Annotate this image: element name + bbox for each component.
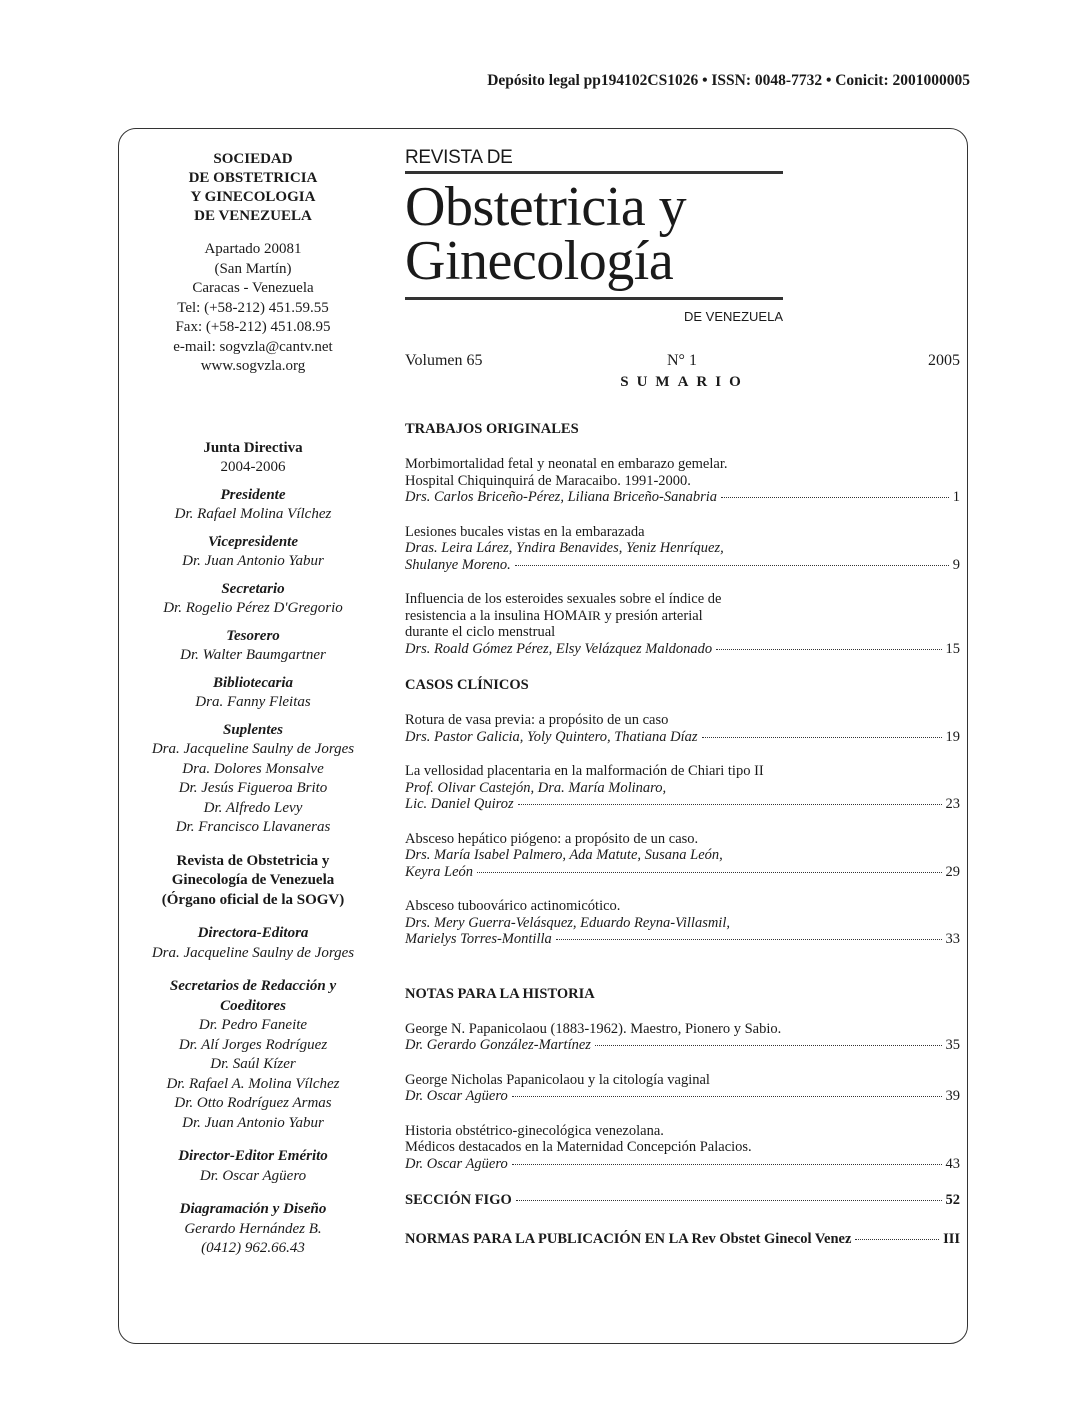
toc-entry[interactable]: Lesiones bucales vistas en la embarazada Dras. Leira Lárez, Yndira Benavides, Yeniz Henríquez, Shulanye Moreno. 9 xyxy=(405,523,960,573)
page-number: 15 xyxy=(945,640,960,657)
email-link[interactable]: e-mail: sogvzla@cantv.net xyxy=(173,338,333,355)
masthead-rule-bottom xyxy=(405,297,783,300)
toc-entry[interactable]: George N. Papanicolaou (1883-1962). Maestro, Pionero y Sabio. Dr. Gerardo González-Martínez 35 xyxy=(405,1020,960,1053)
section-heading: CASOS CLÍNICOS xyxy=(405,677,529,693)
page-number: 52 xyxy=(945,1192,960,1208)
website-link[interactable]: www.sogvzla.org xyxy=(200,358,306,374)
section-heading: TRABAJOS ORIGINALES xyxy=(405,421,579,437)
society-address: Apartado 20081 (San Martín) Caracas - Venezuela Tel: (+58-212) 451.59.55 Fax: (+58-212) 451.08.95 e-mail: sogvzla@cantv.net www.sogvzla.org xyxy=(118,240,388,377)
page-number: 23 xyxy=(945,796,960,812)
society-name: SOCIEDAD DE OBSTETRICIA Y GINECOLOGIA DE VENEZUELA xyxy=(188,151,318,224)
section-heading: NOTAS PARA LA HISTORIA xyxy=(405,985,595,1002)
volume: Volumen 65 xyxy=(405,352,483,369)
toc-entry-figo[interactable]: SECCIÓN FIGO 52 xyxy=(405,1192,960,1208)
page-number: 43 xyxy=(945,1155,960,1172)
page-number: 1 xyxy=(952,489,960,505)
left-column xyxy=(118,150,388,1259)
page-number: 9 xyxy=(952,556,960,573)
toc-entry-normas[interactable]: NORMAS PARA LA PUBLICACIÓN EN LA Rev Obstet Ginecol Venez III xyxy=(405,1231,960,1247)
masthead-rule-top xyxy=(405,171,783,174)
toc-entry[interactable]: La vellosidad placentaria en la malformación de Chiari tipo II Prof. Olivar Castejón, Dra. María Molinaro, Lic. Daniel Quiroz 23 xyxy=(405,763,960,812)
issue-number: N° 1 xyxy=(667,352,697,369)
right-column xyxy=(405,148,960,1248)
sumario-heading: SUMARIO xyxy=(620,374,749,390)
toc-entry[interactable]: Absceso tuboovárico actinomicótico. Drs. Mery Guerra-Velásquez, Eduardo Reyna-Villasmil, Marielys Torres-Montilla 33 xyxy=(405,898,960,947)
page-number: 35 xyxy=(945,1037,960,1053)
masthead-title: Obstetricia y Ginecología xyxy=(405,176,687,292)
page-number: III xyxy=(943,1231,960,1247)
toc-entry[interactable]: Rotura de vasa previa: a propósito de un caso Drs. Pastor Galicia, Yoly Quintero, Thatiana Díaz 19 xyxy=(405,712,960,745)
masthead-subtitle: DE VENEZUELA xyxy=(684,309,783,324)
issue-info xyxy=(405,352,960,372)
page-number: 33 xyxy=(945,931,960,947)
toc-entry[interactable]: George Nicholas Papanicolaou y la citología vaginal Dr. Oscar Agüero 39 xyxy=(405,1071,960,1104)
page-number: 39 xyxy=(945,1088,960,1104)
toc-entry[interactable]: Morbimortalidad fetal y neonatal en embarazo gemelar. Hospital Chiquinquirá de Maracaibo. 1991-2000. Drs. Carlos Briceño-Pérez, Liliana Briceño-Sanabria 1 xyxy=(405,456,960,505)
toc-entry[interactable]: Absceso hepático piógeno: a propósito de un caso. Drs. María Isabel Palmero, Ada Matute, Susana León, Keyra León 29 xyxy=(405,830,960,880)
issue-year: 2005 xyxy=(928,352,960,369)
masthead-revista-de: REVISTA DE xyxy=(405,147,513,168)
page-number: 19 xyxy=(945,728,960,745)
page-number: 29 xyxy=(945,863,960,880)
legal-deposit-line: Depósito legal pp194102CS1026 • ISSN: 0048-7732 • Conicit: 2001000005 xyxy=(487,72,970,89)
toc-entry[interactable]: Influencia de los esteroides sexuales sobre el índice de resistencia a la insulina HOMAIR y presión arterial durante el ciclo menstrual Drs. Roald Gómez Pérez, Elsy Velázquez Maldonado 15 xyxy=(405,591,960,657)
toc-entry[interactable]: Historia obstétrico-ginecológica venezolana. Médicos destacados en la Maternidad Concepción Palacios. Dr. Oscar Agüero 43 xyxy=(405,1122,960,1172)
junta-directiva: Junta Directiva 2004-2006 Presidente Dr. Rafael Molina Vílchez Vicepresidente Dr. Juan Antonio Yabur Secretario Dr. Rogelio Pérez D'Gregorio Tesorero Dr. Walter Baumgartner Bibliotecaria Dra. Fanny Fleitas Suplentes Dra. Jacqueline Saulny de Jorges Dra. Dolores Monsalve Dr. Jesús Figueroa Brito Dr. Alfredo Levy Dr. Francisco Llavaneras Revista de Obstetricia y Ginecología de Venezuela (Órgano oficial de la SOGV) Directora-Editora Dra. Jacqueline Saulny de Jorges Secretarios de Redacción y Coeditores Dr. Pedro Faneite Dr. Alí Jorges Rodríguez Dr. Saúl Kízer Dr. Rafael A. Molina Vílchez Dr. Otto Rodríguez Armas Dr. Juan Antonio Yabur Director-Editor Emérito Dr. Oscar Agüero Diagramación y Diseño Gerardo Hernández B. (0412) 962.66.43 xyxy=(151,439,355,1256)
